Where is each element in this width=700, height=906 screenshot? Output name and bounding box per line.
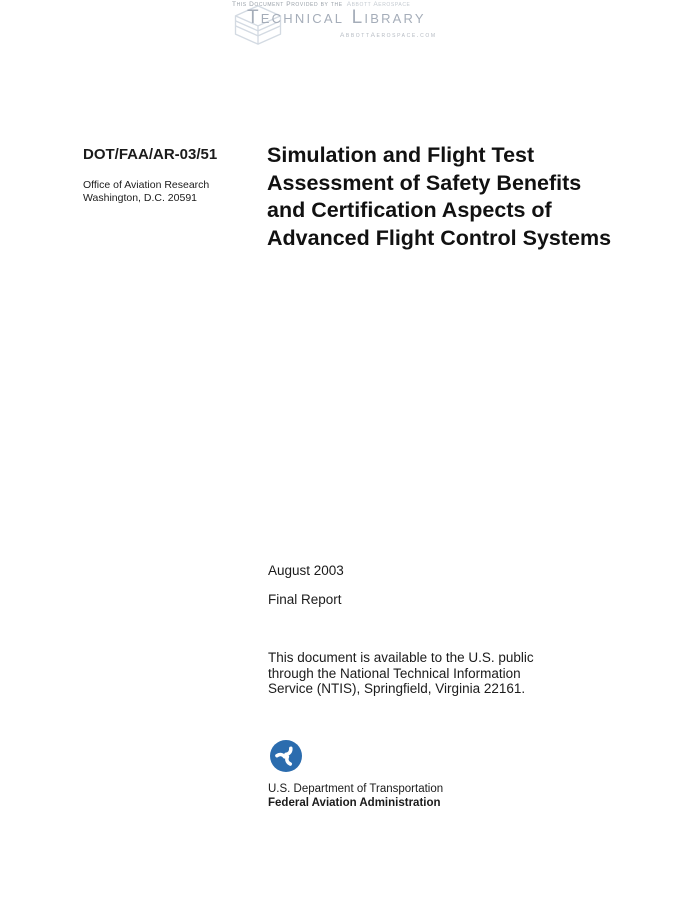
report-title-line: Assessment of Safety Benefits	[267, 170, 582, 195]
report-title-line: and Certification Aspects of	[267, 198, 552, 222]
availability-line: through the National Technical Information	[268, 665, 521, 681]
report-date: August 2003	[268, 563, 344, 578]
stamp-website-link[interactable]: AbbottAerospace.com	[340, 32, 437, 39]
report-type: Final Report	[268, 592, 342, 607]
office-line: Office of Aviation Research	[83, 179, 210, 191]
office-address	[83, 179, 209, 204]
us-dot-triskelion-logo	[270, 740, 302, 772]
stamp-library-title: Technical Library	[247, 7, 426, 28]
stamp-brand: Abbott Aerospace	[346, 1, 411, 8]
report-title-line: Simulation and Flight Test	[267, 143, 535, 167]
availability-line: Service (NTIS), Springfield, Virginia 22161.	[268, 681, 526, 697]
footer-department: U.S. Department of Transportation	[268, 783, 444, 795]
stamp-provided-prefix: This Document Provided by the	[232, 1, 343, 8]
availability-line: This document is available to the U.S. public	[268, 650, 534, 665]
report-number: DOT/FAA/AR-03/51	[83, 146, 218, 163]
office-line: Washington, D.C. 20591	[83, 191, 198, 204]
report-title	[267, 142, 611, 252]
report-title-line: Advanced Flight Control Systems	[267, 225, 612, 250]
footer-agency: Federal Aviation Administration	[268, 797, 441, 809]
availability-notice	[268, 650, 534, 697]
